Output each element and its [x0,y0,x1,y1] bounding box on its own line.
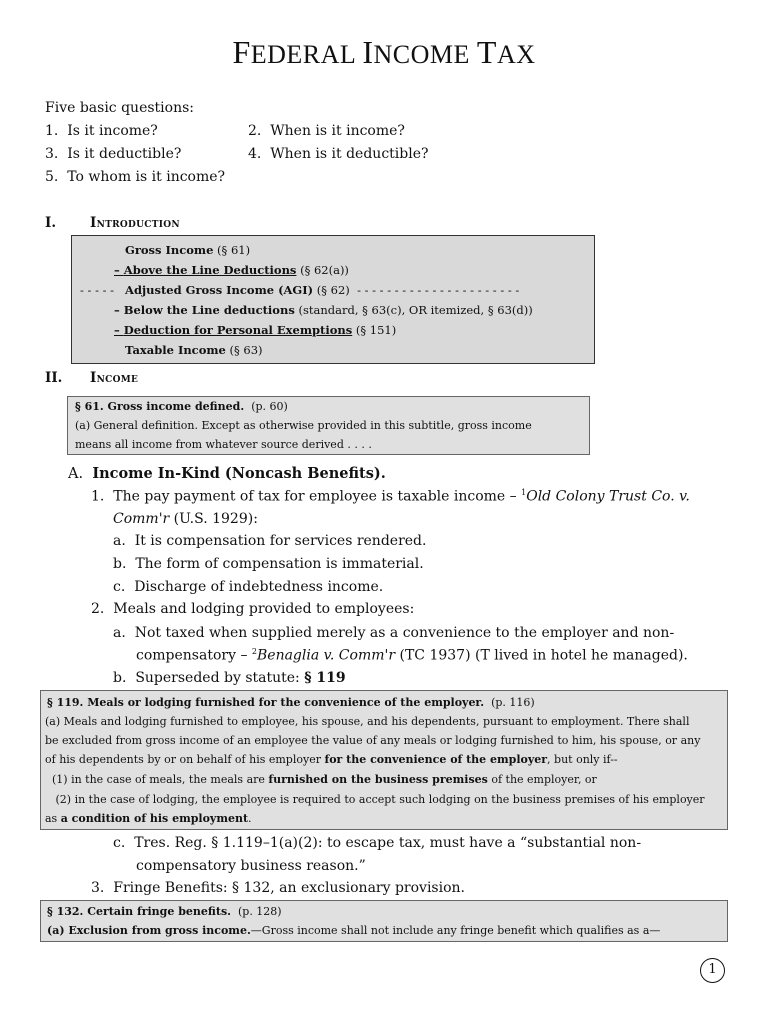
statute-132-box [40,900,728,942]
question-item [45,169,225,185]
outline-item-A1-cont [113,511,258,527]
title-word: EDERAL [250,40,356,69]
question-number: 1. [45,123,59,139]
question-item [45,123,158,139]
question-item [248,146,429,162]
question-number: 4. [248,146,262,162]
outline-text: The form of compensation is immaterial. [135,556,424,572]
formula-term: Adjusted Gross Income (AGI) [125,283,314,297]
outline-item-A2 [91,601,414,617]
statute-text-part: —Gross income shall not include any fringe benefit which qualifies as a— [250,924,661,937]
statute-text: (2) in the case of lodging, the employee is required to accept such lodging on the business premises of his employer [45,793,705,806]
formula-term-text: Above the Line Deductions [123,263,297,277]
statute-text [45,770,597,789]
statute-heading [47,693,535,712]
outline-label: b. [113,670,127,686]
outline-text: It is compensation for services rendered. [134,533,427,549]
section-title-introduction: Introduction [90,215,180,231]
question-text: Is it deductible? [67,146,182,162]
case-name: Benaglia v. Comm'r [257,647,396,664]
outline-item-A2c-cont: compensatory business reason.” [136,858,366,874]
question-number: 3. [45,146,59,162]
formula-term: Taxable Income [125,343,226,357]
formula-term: Gross Income [125,243,214,257]
dash-rule: - - - - - [80,283,115,297]
formula-term-text: Deduction for Personal Exemptions [123,323,353,337]
formula-ref: (§ 61) [213,243,251,257]
outline-text: (TC 1937) (T lived in hotel he managed). [395,647,688,664]
outline-item-A [68,465,386,482]
formula-agi [80,283,519,297]
title-word: NCOME [373,40,470,69]
section-title-income: Income [90,370,139,386]
formula-ref: (§ 62) [313,283,350,297]
formula-gross-income [125,243,250,257]
outline-text: Fringe Benefits: § 132, an exclusionary provision. [113,880,465,896]
outline-label: a. [113,625,126,641]
case-name: Comm'r [113,511,170,527]
question-item [45,146,181,162]
statute-text-part: of his dependents by or on behalf of his employer [45,753,325,766]
formula-prefix: – [114,323,124,337]
outline-text: Not taxed when supplied merely as a convenience to the employer and non- [134,625,675,641]
outline-text: Discharge of indebtedness income. [134,579,384,595]
formula-ref: (§ 63) [225,343,263,357]
statute-emphasis: a condition of his employment [60,812,249,825]
question-text: When is it income? [270,123,405,139]
statute-text: means all income from whatever source derived . . . . [75,438,372,451]
formula-below-line [114,303,533,317]
statute-page: (p. 128) [237,905,282,918]
formula-above-line [114,263,349,277]
question-text: Is it income? [67,123,158,139]
statute-emphasis: furnished on the business premises [268,773,488,786]
outline-item-A2a [113,625,674,641]
outline-item-A2a-cont [136,647,688,664]
outline-label: c. [113,835,126,851]
outline-text: Tres. Reg. § 1.119–1(a)(2): to escape tax, must have a “substantial non- [134,835,642,851]
statute-text-part: (1) in the case of meals, the meals are [45,773,269,786]
statute-text [45,809,252,828]
outline-text: (U.S. 1929): [169,511,258,527]
dash-rule: - - - - - - - - - - - - - - - - - - - - - - [357,283,520,297]
outline-item-A1a [113,533,426,549]
statute-119-box [40,690,728,830]
formula-exemptions [114,323,396,337]
outline-text: The pay payment of tax for employee is taxable income – [113,488,522,505]
statute-text: be excluded from gross income of an employee the value of any meals or lodging furnished to him, his spouse, or any [45,734,701,747]
outline-heading: Income In-Kind (Noncash Benefits). [92,465,386,482]
page-title [0,34,768,71]
page-number: 1 [700,958,725,983]
footnote-marker: 2 [251,647,257,656]
question-item [248,123,405,139]
statute-text-part: as [45,812,61,825]
formula-taxable-income [125,343,263,357]
outline-text: Superseded by statute: [135,670,305,686]
outline-label: 3. [91,880,105,896]
section-numeral: I. [45,215,57,231]
footnote-marker: 1 [521,488,527,497]
statute-title: § 119. Meals or lodging furnished for the convenience of the employer. [47,696,485,709]
statute-emphasis: for the convenience of the employer [324,753,548,766]
outline-label: A. [68,466,84,482]
title-letter: I [362,34,374,70]
question-number: 2. [248,123,262,139]
statute-title: § 132. Certain fringe benefits. [47,905,231,918]
statute-page: (p. 60) [251,400,288,413]
outline-label: 1. [91,488,105,505]
formula-term: – Below the Line deductions [114,303,295,317]
formula-term [114,323,352,337]
question-text: To whom is it income? [67,169,226,185]
outline-text: compensatory – [136,647,252,664]
title-letter: F [232,34,251,70]
outline-item-A2c [113,835,641,851]
statute-page: (p. 116) [491,696,535,709]
outline-label: c. [113,579,126,595]
formula-term [114,263,296,277]
statute-text [45,750,618,769]
statute-heading [47,902,282,921]
formula-ref: (§ 151) [352,323,397,337]
outline-item-A1b [113,556,424,572]
statute-emphasis: (a) Exclusion from gross income. [47,924,251,937]
outline-item-A1 [91,488,690,505]
formula-ref: (standard, § 63(c), OR itemized, § 63(d)) [294,303,533,317]
statute-text-part: of the employer, or [487,773,597,786]
outline-label: b. [113,556,127,572]
statute-text [47,921,660,940]
title-word: AX [496,40,536,69]
outline-item-A1c [113,579,383,595]
outline-label: 2. [91,601,105,617]
title-letter: T [476,34,497,70]
outline-item-A2b [113,670,346,686]
case-name: Old Colony Trust Co. v. [526,488,690,505]
statute-ref: § 119 [304,670,346,686]
question-number: 5. [45,169,59,185]
statute-text-part: . [248,812,252,825]
statute-heading [75,397,288,416]
formula-ref: (§ 62(a)) [296,263,349,277]
statute-text: (a) Meals and lodging furnished to employee, his spouse, and his dependents, pursuant to employment. There shall [45,715,690,728]
statute-text-part: , but only if-- [547,753,618,766]
outline-label: a. [113,533,126,549]
statute-text: (a) General definition. Except as otherwise provided in this subtitle, gross income [75,419,532,432]
question-text: When is it deductible? [270,146,429,162]
questions-intro: Five basic questions: [45,100,194,116]
outline-item-A3 [91,880,465,896]
statute-title: § 61. Gross income defined. [75,400,245,413]
outline-text: Meals and lodging provided to employees: [113,601,415,617]
formula-prefix: – [114,263,124,277]
statute-61-box [67,396,590,455]
section-numeral: II. [45,370,63,386]
